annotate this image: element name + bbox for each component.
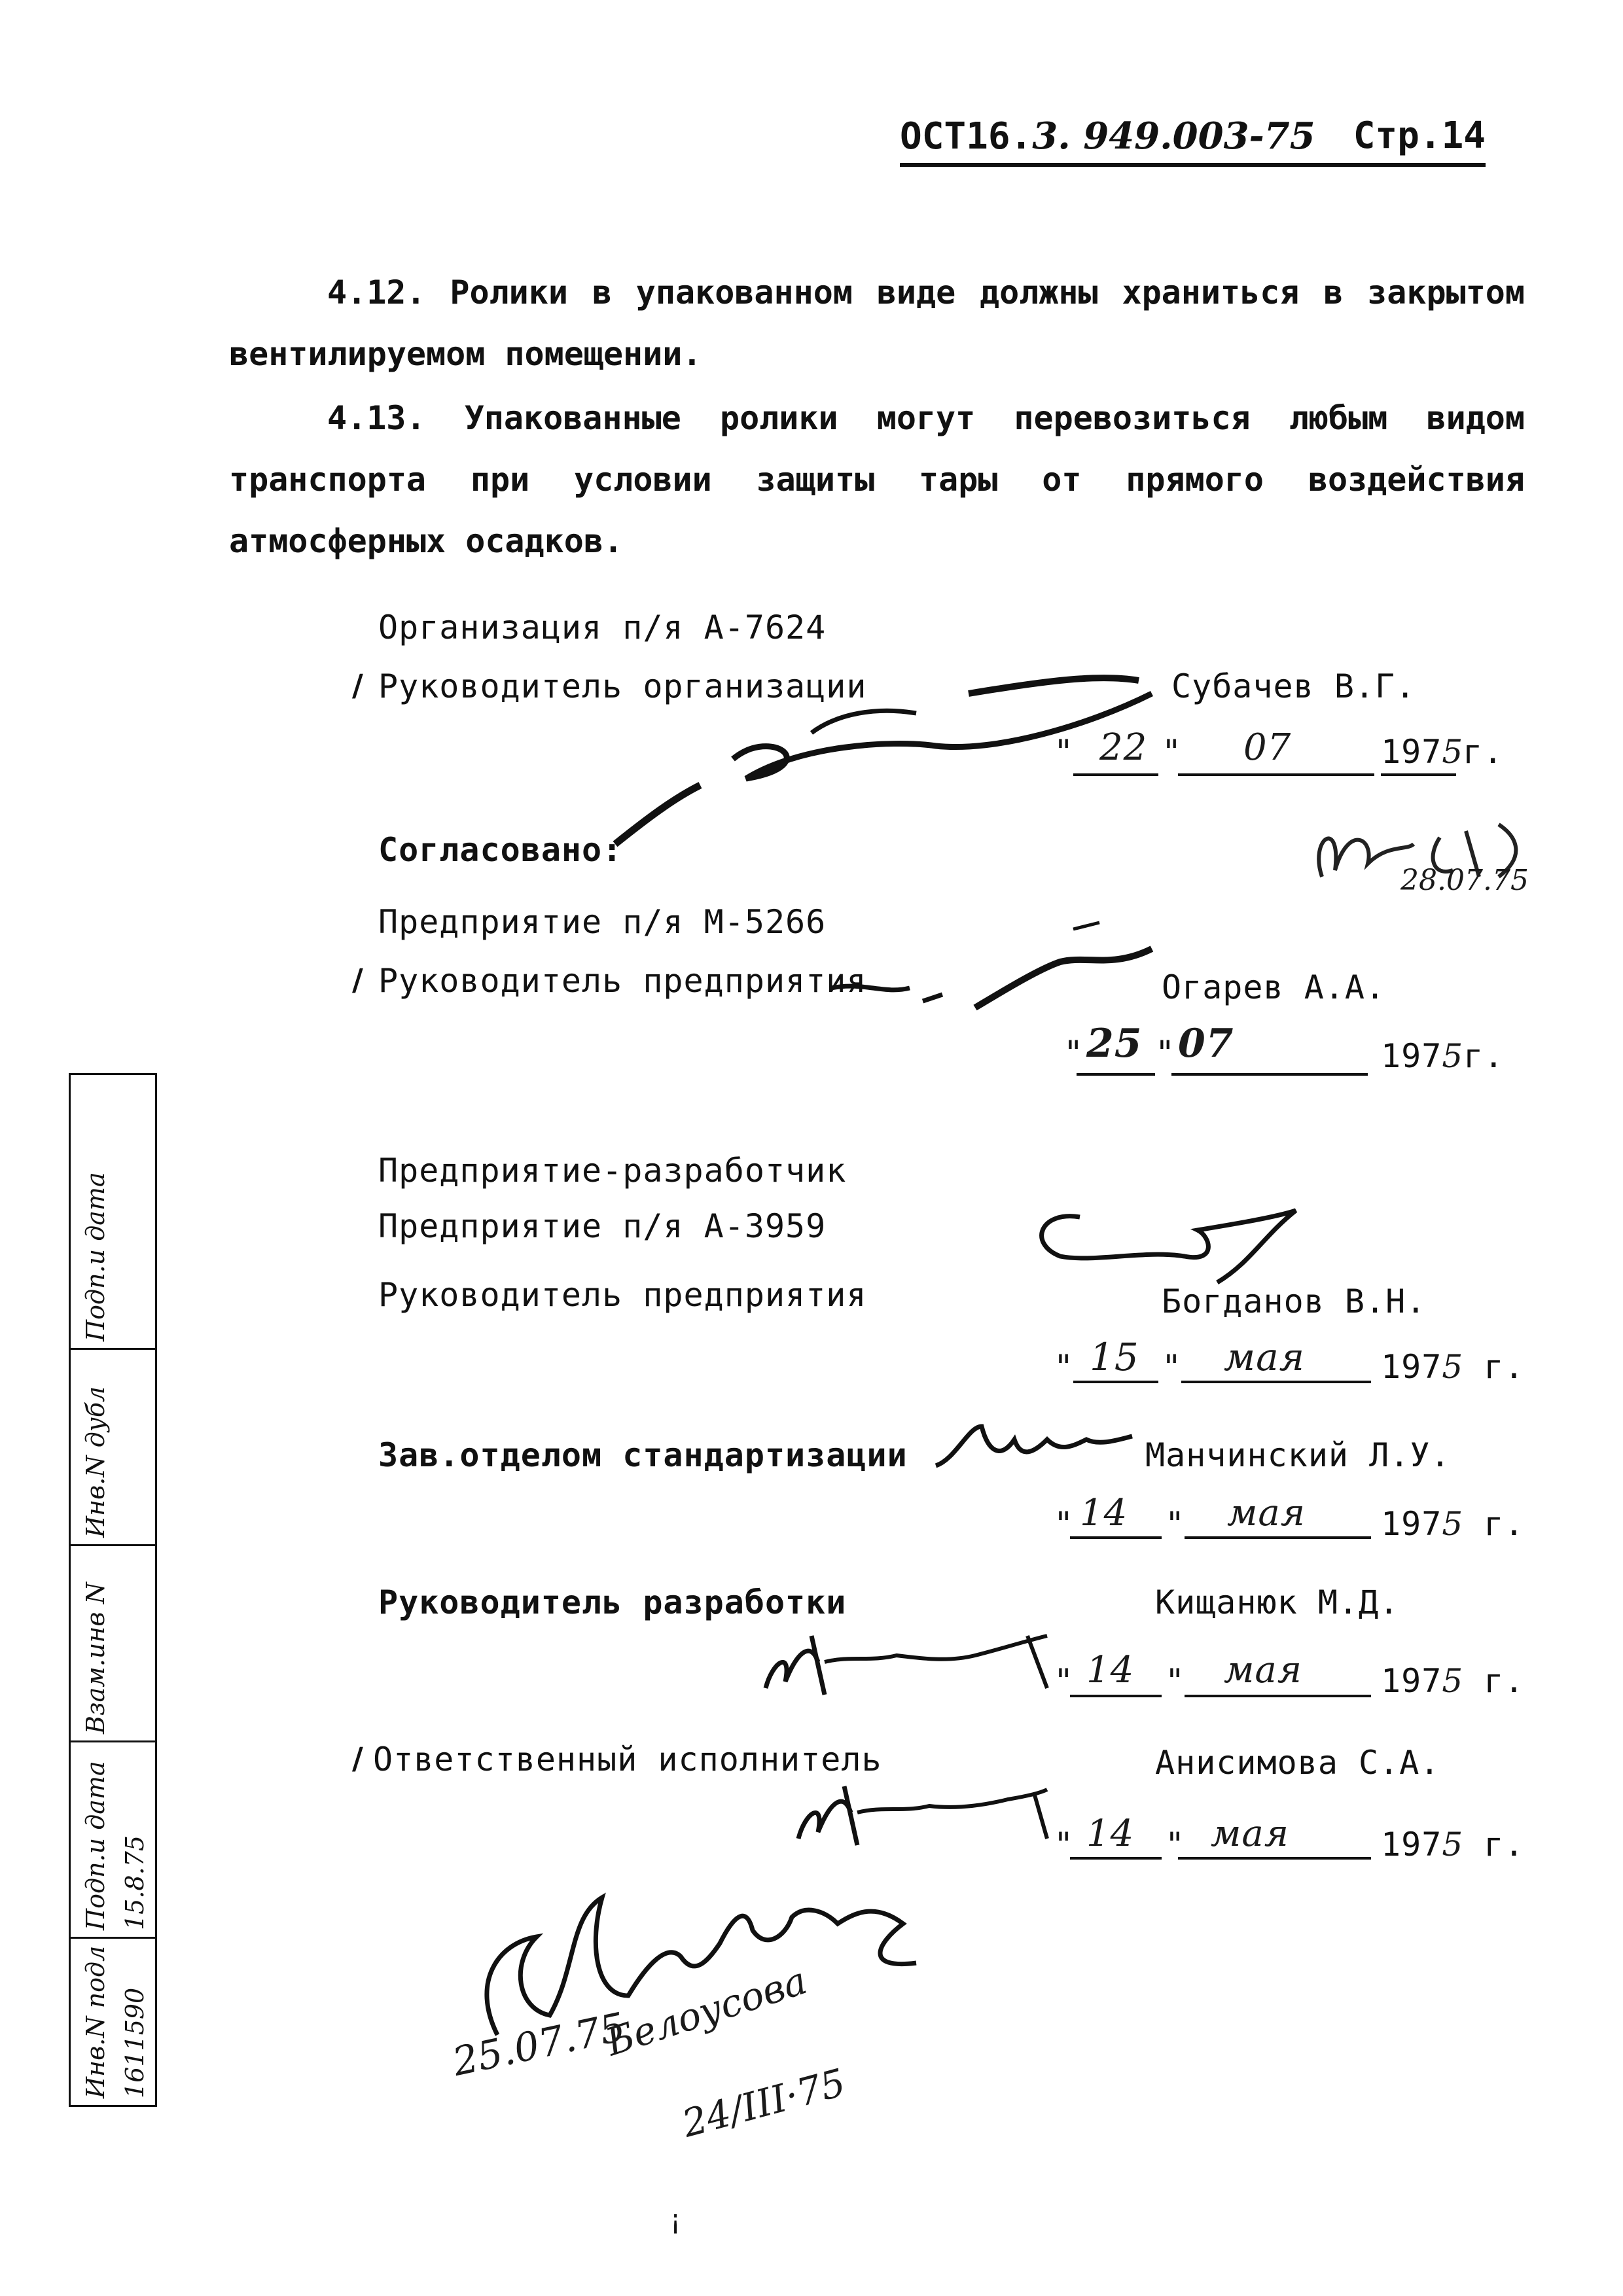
tick-mark: / (352, 962, 364, 997)
signature-developer-head (1001, 1191, 1309, 1292)
paragraph-text: Упакованные ролики могут перевозиться любым видом транспорта при условии защиты тары от прямого воздействия атмосферных осадков. (229, 399, 1525, 560)
margin-stamp-table (69, 1073, 157, 2107)
paragraph-text: Ролики в упакованном виде должны храниться в закрытом вентилируемом помещении. (229, 274, 1525, 373)
tick-mark: / (352, 1740, 364, 1776)
margin-cell: Инв.N подл 1611590 (69, 1937, 157, 2107)
std-dept-year: 1975 г. (1381, 1505, 1525, 1543)
note-date-2: 24/III·75 (677, 2060, 850, 2146)
org-head-name: Субачев В.Г. (1171, 667, 1416, 705)
agreed-day: 25 (1086, 1021, 1143, 1067)
approval-month: 07 (1243, 726, 1292, 769)
signature-executor (785, 1760, 1060, 1861)
paragraph-number: 4.12. (327, 274, 426, 311)
note-date-1: 25.07.75 (448, 2004, 630, 2086)
dev-lead-name: Кищанюк М.Д. (1155, 1583, 1400, 1621)
std-dept-title: Зав.отделом стандартизации (378, 1436, 908, 1474)
agreed-year: 1975г. (1381, 1037, 1505, 1075)
developer-enterprise: Предприятие п/я А-3959 (378, 1207, 827, 1245)
approval-mark (609, 779, 713, 853)
developer-label: Предприятие-разработчик (378, 1152, 847, 1190)
stray-mark: ¡ (668, 2205, 685, 2235)
margin-cell: Подп.и дата 15.8.75 (69, 1740, 157, 1937)
executor-year: 1975 г. (1381, 1826, 1525, 1863)
stamp-date: 28.07.75 (1400, 864, 1529, 897)
margin-cell: Инв.N дубл (69, 1348, 157, 1544)
executor-title: Ответственный исполнитель (373, 1740, 882, 1778)
page-number: Стр.14 (1353, 115, 1486, 157)
dev-head-day: 15 (1090, 1335, 1139, 1379)
note-name: Белоусова (600, 1958, 812, 2065)
margin-cell: Взам.инв N (69, 1544, 157, 1740)
dev-lead-title: Руководитель разработки (378, 1583, 847, 1621)
std-dept-month: мая (1227, 1492, 1306, 1534)
approval-year: 1975 (1381, 733, 1464, 771)
developer-head-title: Руководитель предприятия (378, 1276, 867, 1314)
year-suffix-g: г. (1463, 733, 1504, 771)
standard-prefix: ОСТ16. (900, 115, 1033, 158)
paragraph-number: 4.13. (327, 399, 426, 437)
org-head-title: Руководитель организации (378, 667, 867, 705)
signature-std-dept (929, 1413, 1139, 1481)
organization-line: Организация п/я А-7624 (378, 609, 827, 646)
dev-head-year: 1975 г. (1381, 1348, 1525, 1386)
dev-lead-year: 1975 г. (1381, 1662, 1525, 1700)
std-dept-name: Манчинский Л.У. (1145, 1436, 1451, 1474)
dev-head-month: мая (1224, 1335, 1306, 1379)
paragraph-4-13 (229, 387, 1525, 572)
agreed-label: Согласовано: (378, 831, 623, 869)
standard-code: 3. 949.003-75 (1032, 115, 1315, 158)
agreed-head-name: Огарев А.А. (1162, 968, 1386, 1006)
tick-mark: / (352, 667, 364, 703)
dev-lead-month: мая (1224, 1649, 1302, 1691)
dev-lead-day: 14 (1086, 1649, 1135, 1691)
paragraph-4-12 (229, 262, 1525, 385)
executor-day: 14 (1086, 1812, 1135, 1855)
std-dept-day: 14 (1080, 1492, 1128, 1534)
signature-dev-lead (753, 1610, 1067, 1710)
executor-name: Анисимова С.А. (1155, 1744, 1440, 1782)
agreed-head-title: Руководитель предприятия (378, 962, 867, 1000)
signature-agreed-head (825, 916, 1165, 1023)
approval-day: 22 (1099, 726, 1148, 769)
agreed-enterprise: Предприятие п/я М-5266 (378, 903, 827, 941)
agreed-month: 07 (1178, 1021, 1234, 1067)
developer-head-name: Богданов В.Н. (1162, 1282, 1427, 1320)
margin-cell: Подп.и дата (69, 1073, 157, 1348)
executor-month: мая (1211, 1812, 1289, 1855)
document-header (900, 115, 1486, 167)
